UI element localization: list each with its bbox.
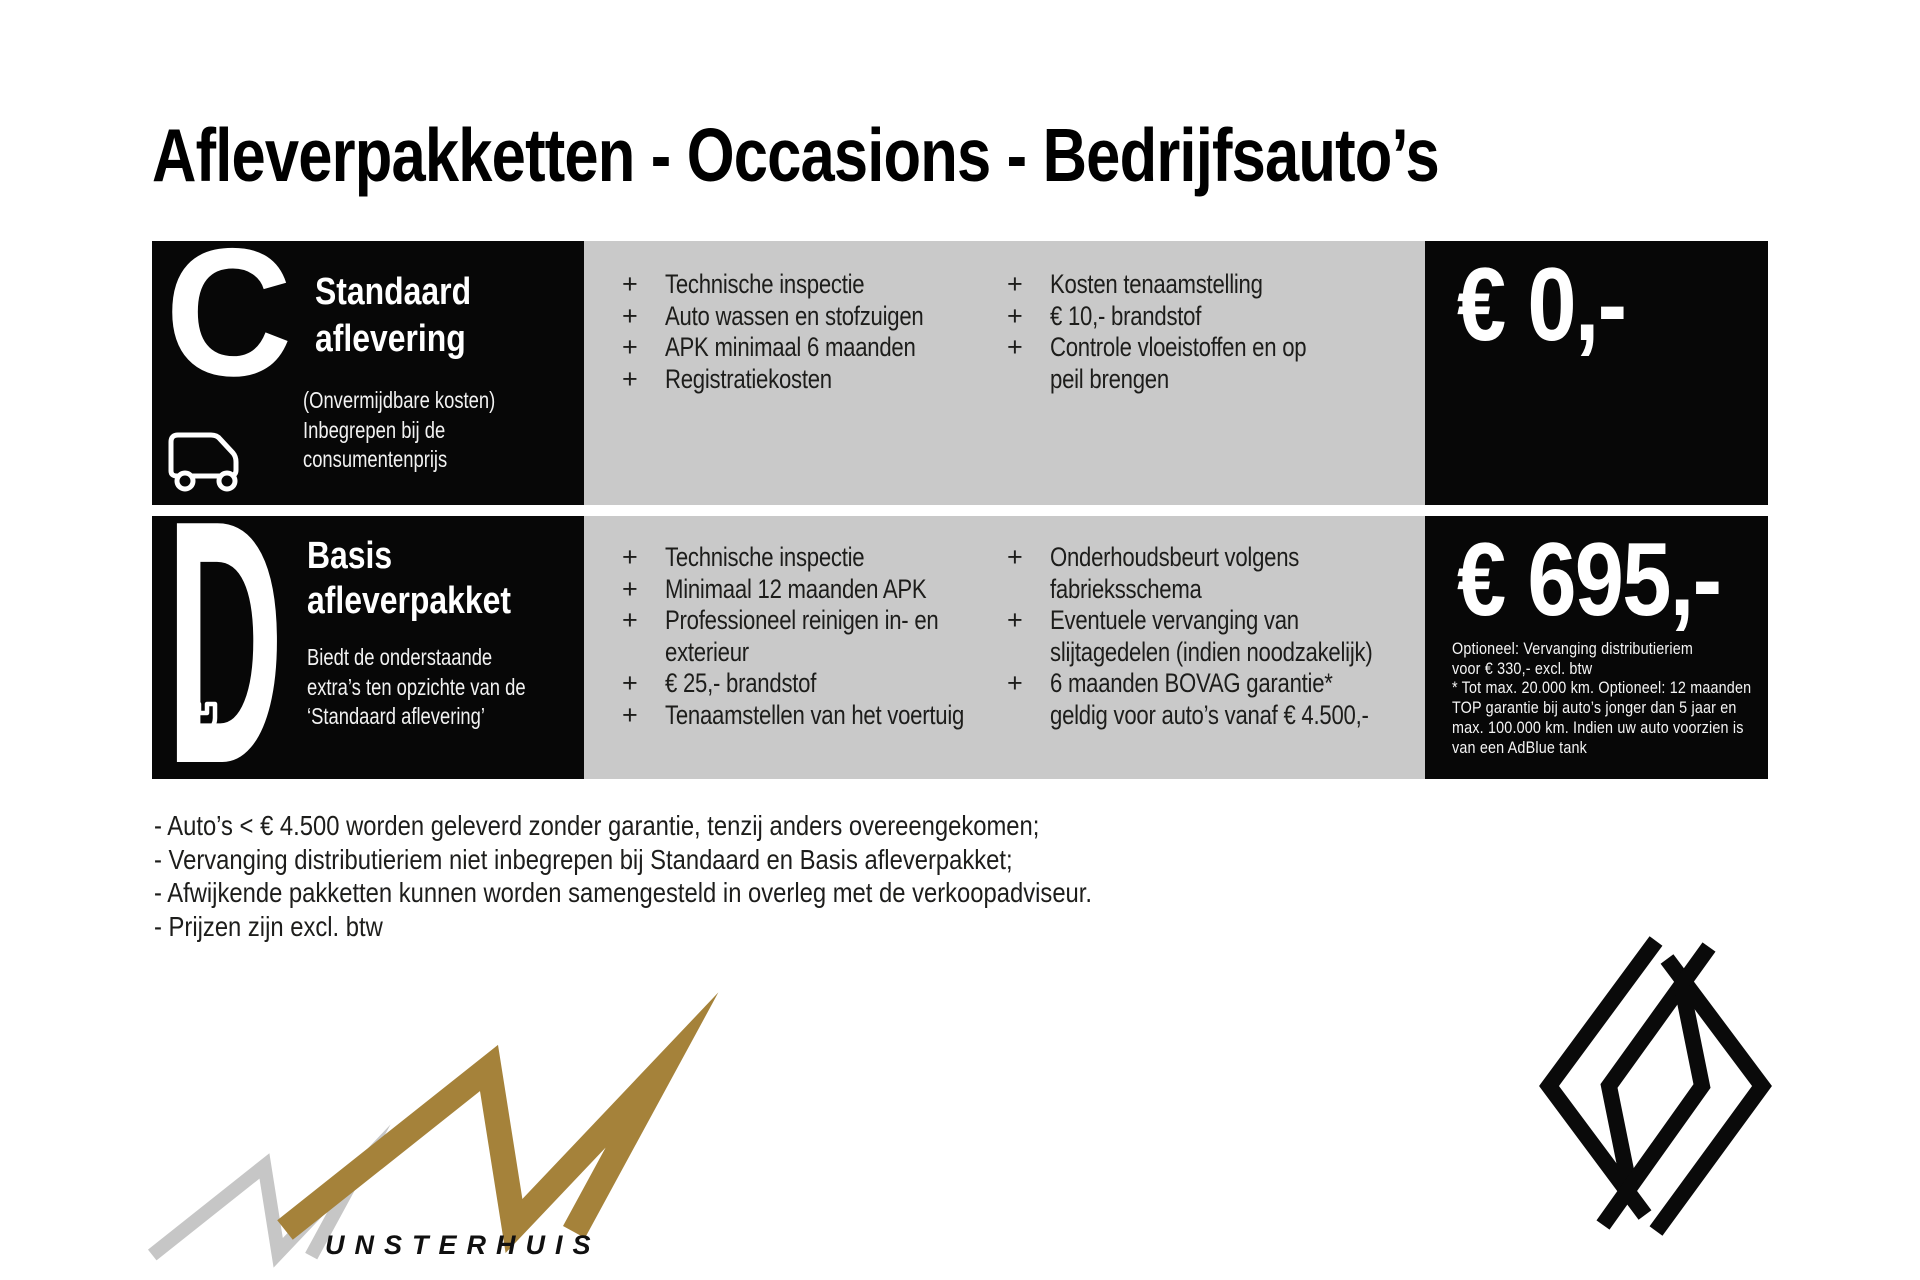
bullet-line [622,700,1030,732]
bullet-line [622,637,1030,669]
bullet-text: Eventuele vervanging van [1050,605,1299,635]
renault-logo [1541,933,1770,1239]
footer-notes [154,809,1258,943]
plus-marker: + [622,300,638,331]
wrench-icon [180,698,237,760]
bullet-text: Technische inspectie [665,269,865,299]
bullet-list [622,269,980,395]
plus-marker: + [1007,542,1023,572]
plus-marker: + [622,573,638,604]
plus-marker: + [622,332,638,362]
bullet-line [1007,301,1363,333]
text-line: voor € 330,- excl. btw [1452,659,1593,678]
text-line: aflevering [315,318,466,360]
plus-marker: + [622,605,638,635]
plus-marker: + [1007,332,1023,362]
package-description [303,386,543,475]
bullet-line [1007,364,1363,396]
bullet-text: Onderhoudsbeurt volgens [1050,542,1300,572]
bullet-line [1007,700,1443,732]
text-line: * Tot max. 20.000 km. Optioneel: 12 maanden [1452,679,1752,698]
bullet-list [622,542,1030,731]
text-line: (Onvermijdbare kosten) [303,387,496,413]
bullet-line [622,605,1030,637]
price-fine-print [1452,640,1768,758]
munsterhuis-logo [150,1050,665,1262]
page-title: Afleverpakketten - Occasions - Bedrijfsauto’s [152,113,1439,197]
text-line: Standaard [315,271,472,313]
bullet-line [1007,269,1363,301]
bullet-text: fabrieksschema [1050,573,1202,604]
plus-marker: + [1007,300,1023,331]
bullet-text: Registratiekosten [665,363,832,394]
bullet-line [1007,668,1443,700]
bullet-text: Controle vloeistoffen en op [1050,332,1307,362]
bullet-text: 6 maanden BOVAG garantie* [1050,668,1333,698]
plus-marker: + [622,269,638,299]
package-letter: C [165,241,293,414]
bullet-line [1007,332,1363,364]
plus-marker: + [1007,269,1023,299]
package-label-panel [152,516,584,779]
munsterhuis-wordmark: UNSTERHUIS [325,1230,601,1260]
text-line: van een AdBlue tank [1452,738,1587,757]
bullet-text: slijtagedelen (indien noodzakelijk) [1050,636,1373,667]
bullet-text: Kosten tenaamstelling [1050,269,1263,299]
text-line: TOP garantie bij auto’s jonger dan 5 jaar en [1452,699,1737,718]
text-line: extra’s ten opzichte van de [307,673,526,700]
package-price: € 695,- [1457,522,1721,638]
text-line: - Afwijkende pakketten kunnen worden samengesteld in overleg met de verkoopadviseur. [154,877,1093,909]
bullet-text: € 10,- brandstof [1050,300,1202,331]
text-line: Inbegrepen bij de [303,416,446,443]
plus-marker: + [1007,605,1023,635]
bullet-list [1007,542,1443,731]
package-description [307,643,580,732]
bullet-text: Tenaamstellen van het voertuig [665,699,965,730]
text-line: max. 100.000 km. Indien uw auto voorzien is [1452,718,1744,737]
bullet-text: Professioneel reinigen in- en [665,605,939,635]
plus-marker: + [622,699,638,730]
bullet-line [622,668,1030,700]
package-row-standaard [152,241,1768,505]
text-line: consumentenprijs [303,446,448,472]
package-name [307,534,550,624]
bullet-line [622,332,980,364]
text-line: ‘Standaard aflevering’ [307,703,485,729]
bullet-line [622,364,980,396]
plus-marker: + [622,668,638,698]
bullet-text: Auto wassen en stofzuigen [665,300,924,331]
text-line: afleverpakket [307,580,512,622]
bullet-line [622,574,1030,606]
bullet-line [622,269,980,301]
package-price: € 0,- [1457,247,1626,363]
bullet-text: peil brengen [1050,363,1169,394]
bullet-text: geldig voor auto’s vanaf € 4.500,- [1050,699,1369,730]
bullet-line [622,301,980,333]
bullet-text: exterieur [665,636,749,667]
plus-marker: + [1007,668,1023,698]
text-line: - Prijzen zijn excl. btw [154,910,383,942]
bullet-text: APK minimaal 6 maanden [665,332,916,362]
bullet-line [1007,542,1443,574]
package-letter: D [166,516,284,779]
bullet-text: Minimaal 12 maanden APK [665,573,927,604]
bullet-line [1007,637,1443,669]
bullet-line [622,542,1030,574]
package-price-panel [1425,516,1768,779]
text-line: - Auto’s < € 4.500 worden geleverd zonder garantie, tenzij anders overeengekomen; [154,810,1040,841]
plus-marker: + [622,363,638,394]
bullet-line [1007,574,1443,606]
package-label-panel [152,241,584,505]
package-name [315,269,501,363]
package-price-panel [1425,241,1768,505]
text-line: Biedt de onderstaande [307,644,493,670]
plus-marker: + [622,542,638,572]
van-icon [168,431,244,493]
bullet-text: € 25,- brandstof [665,668,817,698]
bullet-text: Technische inspectie [665,542,865,572]
bullet-line [1007,605,1443,637]
package-row-basis [152,516,1768,779]
text-line: Basis [307,535,393,577]
text-line: - Vervanging distributieriem niet inbegrepen bij Standaard en Basis afleverpakket; [154,843,1013,875]
text-line: Optioneel: Vervanging distributieriem [1452,640,1694,658]
bullet-list [1007,269,1363,395]
